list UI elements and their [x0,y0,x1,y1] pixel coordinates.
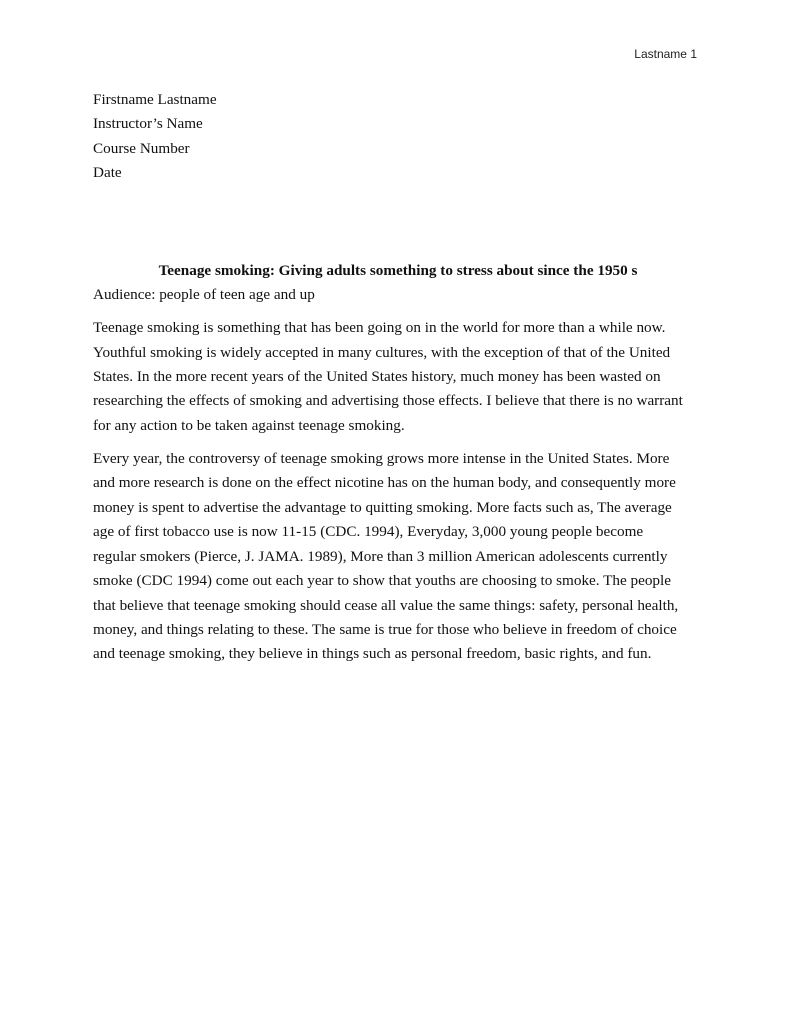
paragraph-2 [93,447,703,667]
audience-line: Audience: people of teen age and up [93,286,315,304]
date-line: Date [93,164,122,182]
paragraph-line: that believe that teenage smoking should cease all value the same things: safety, personal health, [93,596,679,614]
spacer [93,186,703,259]
course-number: Course Number [93,139,190,157]
paragraph-line: regular smokers (Pierce, J. JAMA. 1989), More than 3 million American adolescents currently [93,547,668,565]
running-head: Lastname 1 [634,47,697,61]
paragraph-line: Teenage smoking is something that has been going on in the world for more than a while now. [93,319,666,337]
paragraph-line: and teenage smoking, they believe in things such as personal freedom, basic rights, and fun. [93,645,652,663]
paragraph-line: money, and things relating to these. The same is true for those who believe in freedom of choice [93,620,677,638]
paragraph-line: States. In the more recent years of the United States history, much money has been wasted on [93,368,661,386]
paragraph-line: Youthful smoking is widely accepted in many cultures, with the exception of that of the United [93,343,671,361]
spacer [93,308,703,317]
essay-title: Teenage smoking: Giving adults something to stress about since the 1950 s [158,261,638,279]
paragraph-line: for any action to be taken against teenage smoking. [93,416,405,434]
paragraph-line: researching the effects of smoking and advertising those effects. I believe that there is no warrant [93,392,683,410]
paragraph-line: and more research is done on the effect nicotine has on the human body, and consequently more [93,474,676,492]
document-body [93,88,703,667]
spacer [93,438,703,447]
paragraph-line: smoke (CDC 1994) come out each year to show that youths are choosing to smoke. The people [93,572,671,590]
instructor-name: Instructor’s Name [93,115,203,133]
paragraph-line: Every year, the controversy of teenage smoking grows more intense in the United States. More [93,450,670,468]
paragraph-line: money is spent to advertise the advantage to quitting smoking. More facts such as, The average [93,498,672,516]
author-name: Firstname Lastname [93,91,217,108]
paragraph-1 [93,316,703,438]
paragraph-line: age of first tobacco use is now 11-15 (CDC. 1994), Everyday, 3,000 young people become [93,523,644,541]
